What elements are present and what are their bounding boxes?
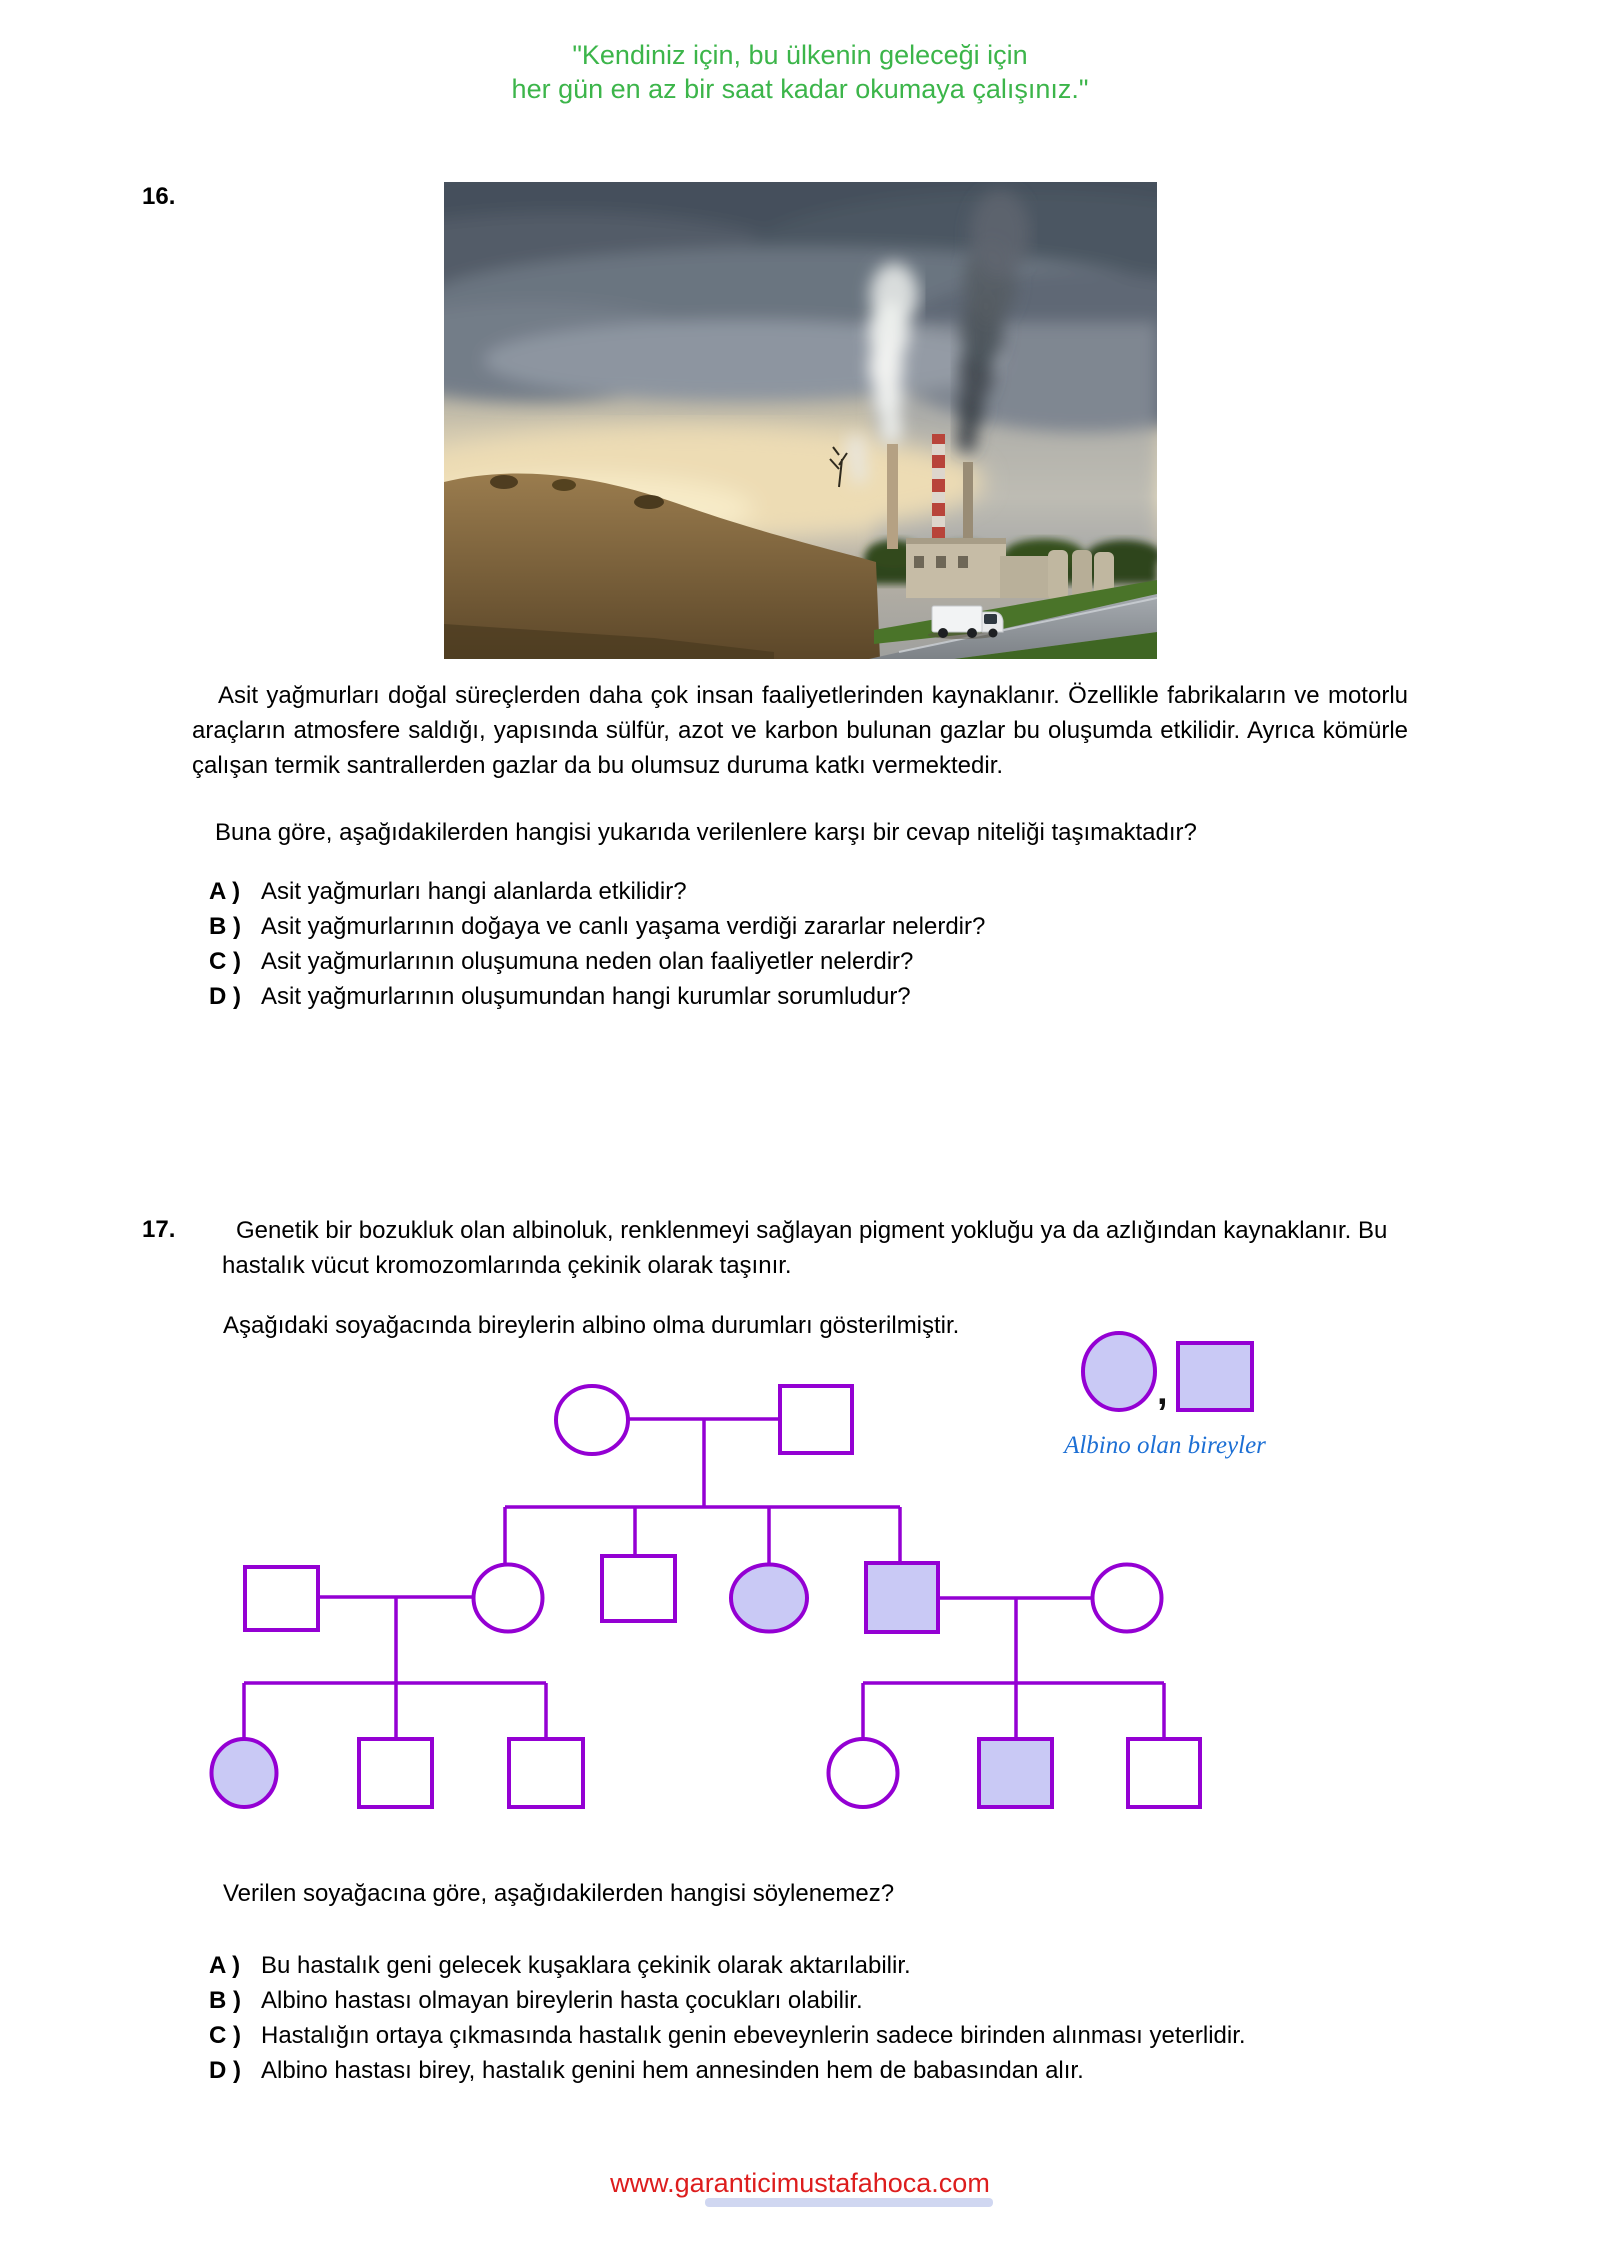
pedigree-III-2-male-unaffected xyxy=(359,1739,432,1807)
question-17-stem: Verilen soyağacına göre, aşağıdakilerden hangisi söylenemez? xyxy=(223,1880,895,1907)
pedigree-I-2-male-unaffected xyxy=(780,1386,852,1453)
header-quote xyxy=(0,38,1600,106)
question-17-pedigree-intro: Aşağıdaki soyağacında bireylerin albino olma durumları gösterilmiştir. xyxy=(223,1312,960,1339)
q17-option-b xyxy=(209,1983,1549,2018)
q16-option-b xyxy=(209,909,1509,944)
q16-option-b-letter: B ) xyxy=(209,913,241,940)
question-16-options xyxy=(209,874,1509,1014)
question-17-number: 17. xyxy=(142,1216,176,1243)
question-17-options xyxy=(209,1948,1549,2088)
q17-option-a-text: Bu hastalık geni gelecek kuşaklara çekinik olarak aktarılabilir. xyxy=(261,1952,911,1979)
pedigree-legend-label: Albino olan bireyler xyxy=(1064,1432,1266,1459)
power-plant-photo xyxy=(444,182,1157,659)
q17-option-d xyxy=(209,2053,1549,2088)
q16-option-a-text: Asit yağmurları hangi alanlarda etkilidir? xyxy=(261,878,687,905)
pedigree-II-3-male-unaffected xyxy=(602,1556,675,1621)
pedigree-III-1-female-affected xyxy=(212,1739,277,1807)
pedigree-II-6-female-unaffected xyxy=(1093,1565,1162,1632)
pedigree-chart xyxy=(140,1375,1280,1845)
q17-option-a-letter: A ) xyxy=(209,1952,241,1979)
pedigree-II-1-male-unaffected xyxy=(245,1567,318,1630)
q16-option-c-letter: C ) xyxy=(209,948,241,975)
q16-option-d xyxy=(209,979,1509,1014)
q17-option-c xyxy=(209,2018,1549,2053)
pedigree-III-3-male-unaffected xyxy=(509,1739,583,1807)
pedigree-III-5-male-affected xyxy=(979,1739,1052,1807)
q16-option-c-text: Asit yağmurlarının oluşumuna neden olan faaliyetler nelerdir? xyxy=(261,948,914,975)
footer-website-url: www.garanticimustafahoca.com xyxy=(610,2168,990,2198)
footer-watermark-bar xyxy=(705,2198,993,2207)
header-quote-line1: "Kendiniz için, bu ülkenin geleceği için xyxy=(572,40,1028,70)
question-16-number: 16. xyxy=(142,183,176,210)
legend-separator: , xyxy=(1157,1371,1168,1413)
pedigree-I-1-female-unaffected xyxy=(556,1386,628,1454)
q16-option-c xyxy=(209,944,1509,979)
pedigree-III-6-male-unaffected xyxy=(1128,1739,1200,1807)
q16-option-d-text: Asit yağmurlarının oluşumundan hangi kurumlar sorumludur? xyxy=(261,983,911,1010)
question-16-paragraph: Asit yağmurları doğal süreçlerden daha çok insan faaliyetlerinden kaynaklanır. Özellikle fabrikaların ve motorlu araçların atmosfere saldığı, yapısında sülfür, azot ve karbon bulunan gazlar bu oluşumda etkilidir. Ayrıca kömürle çalışan termik santrallerden gazlar da bu olumsuz duruma katkı vermektedir. xyxy=(192,682,1408,779)
header-quote-line2: her gün en az bir saat kadar okumaya çalışınız." xyxy=(511,74,1089,104)
chimney-left xyxy=(887,444,898,549)
q17-option-d-letter: D ) xyxy=(209,2057,241,2084)
q17-option-b-text: Albino hastası olmayan bireylerin hasta çocukları olabilir. xyxy=(261,1987,863,2014)
pedigree-II-5-male-affected xyxy=(866,1563,938,1632)
q17-option-c-letter: C ) xyxy=(209,2022,241,2049)
q16-option-a xyxy=(209,874,1509,909)
rain-shaft xyxy=(874,322,1157,557)
question-17-intro: Genetik bir bozukluk olan albinoluk, renklenmeyi sağlayan pigment yokluğu ya da azlığından kaynaklanır. Bu hastalık vücut kromozomlarında çekinik olarak taşınır. xyxy=(222,1217,1388,1279)
pedigree-II-4-female-affected xyxy=(731,1565,807,1632)
q17-option-b-letter: B ) xyxy=(209,1987,241,2014)
pedigree-II-2-female-unaffected xyxy=(474,1565,543,1632)
q17-option-c-text: Hastalığın ortaya çıkmasında hastalık genin ebeveynlerin sadece birinden alınması yeterlidir. xyxy=(261,2022,1246,2049)
q17-option-a xyxy=(209,1948,1549,1983)
q16-option-d-letter: D ) xyxy=(209,983,241,1010)
pedigree-connector-lines xyxy=(244,1419,1164,1739)
pedigree-III-4-female-unaffected xyxy=(829,1739,898,1807)
q16-option-a-letter: A ) xyxy=(209,878,241,905)
q16-option-b-text: Asit yağmurlarının doğaya ve canlı yaşama verdiği zararlar nelerdir? xyxy=(261,913,986,940)
q17-option-d-text: Albino hastası birey, hastalık genini hem annesinden hem de babasından alır. xyxy=(261,2057,1084,2084)
chimney-striped xyxy=(932,434,945,552)
question-16-stem: Buna göre, aşağıdakilerden hangisi yukarıda verilenlere karşı bir cevap niteliği taşımaktadır? xyxy=(215,819,1197,846)
